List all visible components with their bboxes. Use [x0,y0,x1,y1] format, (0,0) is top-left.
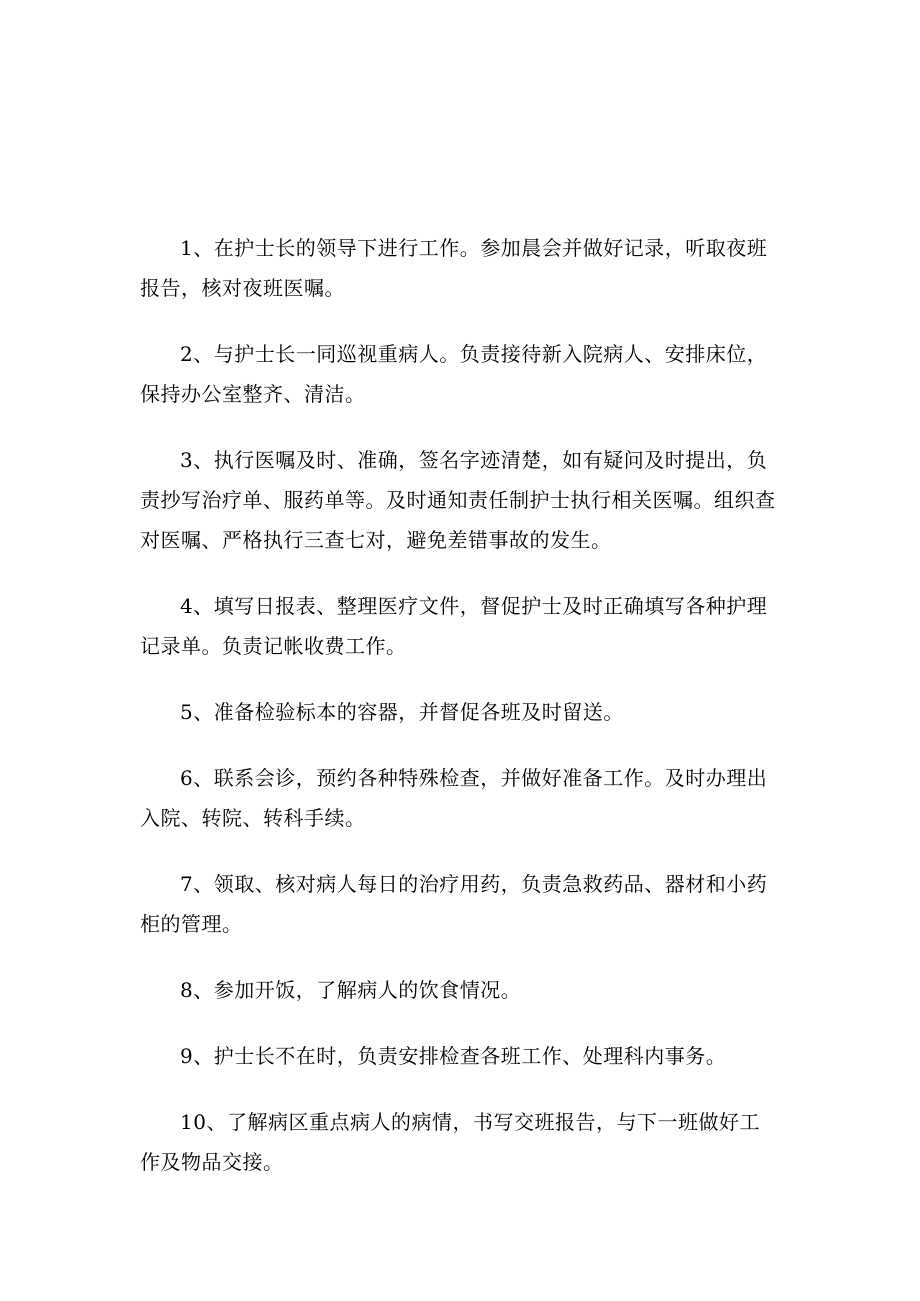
duty-item-7: 7、领取、核对病人每日的治疗用药，负责急救药品、器材和小药柜的管理。 [140,872,768,936]
duty-list [140,228,780,1208]
duty-item-9: 9、护士长不在时，负责安排检查各班工作、处理科内事务。 [180,1044,727,1068]
duty-item-8: 8、参加开饭，了解病人的饮食情况。 [180,978,522,1002]
duty-item-3: 3、执行医嘱及时、准确，签名字迹清楚，如有疑问及时提出，负责抄写治疗单、服药单等。及时通知责任制护士执行相关医嘱。组织查对医嘱、严格执行三查七对，避免差错事故的发生。 [140,448,776,552]
duty-item-5: 5、准备检验标本的容器，并督促各班及时留送。 [180,700,624,724]
duty-item-1: 1、在护士长的领导下进行工作。参加晨会并做好记录，听取夜班报告，核对夜班医嘱。 [140,236,768,300]
duty-item-2: 2、与护士长一同巡视重病人。负责接待新入院病人、安排床位，保持办公室整齐、清洁。 [140,342,768,406]
duty-item-4: 4、填写日报表、整理医疗文件，督促护士及时正确填写各种护理记录单。负责记帐收费工作。 [140,594,768,658]
duty-item-6: 6、联系会诊，预约各种特殊检查，并做好准备工作。及时办理出入院、转院、转科手续。 [140,766,768,830]
duty-item-10: 10、了解病区重点病人的病情，书写交班报告，与下一班做好工作及物品交接。 [140,1110,760,1174]
